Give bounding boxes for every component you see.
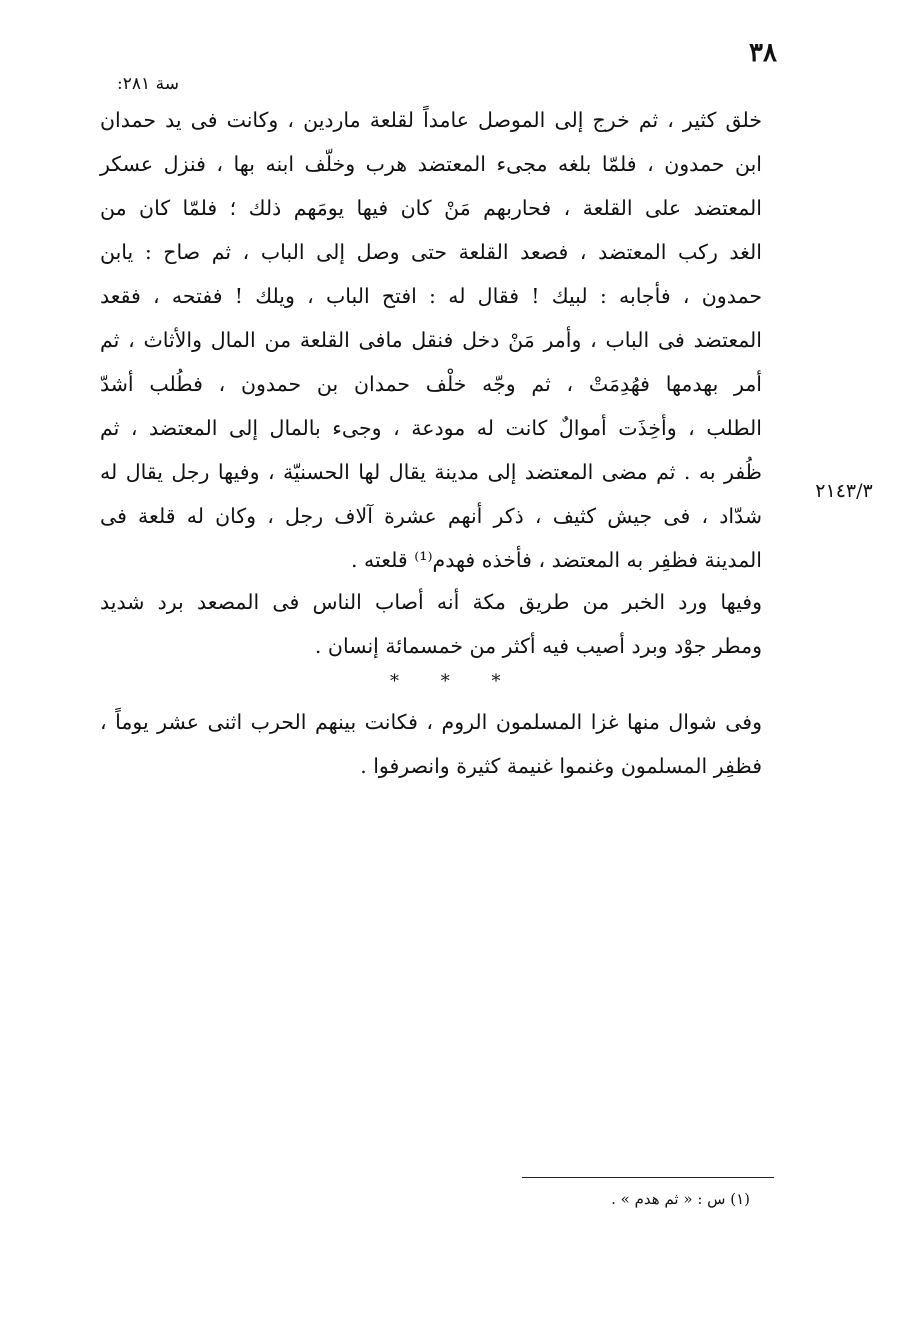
page-number: ٣٨: [749, 38, 777, 68]
text-line: الطلب ، وأخِذَت أموالٌ كانت له مودعة ، وجىء بالمال إلى المعتضد ، ثم: [100, 416, 762, 440]
text-line: فظفِر المسلمون وغنموا غنيمة كثيرة وانصرفوا .: [360, 754, 762, 778]
text-line: شدّاد ، فى جيش كثيف ، ذكر أنهم عشرة آلاف رجل ، وكان له قلعة فى: [100, 504, 762, 528]
footnote: (١) س : « ثم هدم » .: [611, 1190, 750, 1208]
paragraph-3: [100, 700, 762, 788]
text-line: وفى شوال منها غزا المسلمون الروم ، فكانت بينهم الحرب اثنى عشر يوماً ،: [100, 710, 762, 734]
text-line: وفيها ورد الخبر من طريق مكة أنه أصاب الناس فى المصعد برد شديد: [100, 590, 762, 614]
text-line: ابن حمدون ، فلمّا بلغه مجىء المعتضد هرب وخلّف ابنه بها ، فنزل عسكر: [100, 152, 762, 176]
text-line: أمر بهدمها فهُدِمَتْ ، ثم وجّه خلْف حمدان بن حمدون ، فطُلب أشدّ: [100, 372, 762, 396]
paragraph-2: [100, 580, 762, 668]
margin-reference: ٢١٤٣/٣: [815, 480, 873, 502]
paragraph-1: [100, 98, 762, 582]
section-separator: * * *: [390, 671, 519, 692]
text-line: المعتضد على القلعة ، فحاربهم مَنْ كان فيها يومَهم ذلك ؛ فلمّا كان من: [100, 196, 762, 220]
text-line: حمدون ، فأجابه : لبيك ! فقال له : افتح الباب ، ويلك ! ففتحه ، فقعد: [100, 284, 762, 308]
text-line: ظُفر به . ثم مضى المعتضد إلى مدينة يقال لها الحسنيّة ، وفيها رجل يقال له: [100, 460, 762, 484]
text-line: خلق كثير ، ثم خرج إلى الموصل عامداً لقلعة ماردين ، وكانت فى يد حمدان: [100, 108, 762, 132]
text-line: ومطر جوْد وبرد أصيب فيه أكثر من خمسمائة إنسان .: [314, 634, 762, 658]
text-line: الغد ركب المعتضد ، فصعد القلعة حتى وصل إلى الباب ، ثم صاح : يابن: [100, 240, 762, 264]
text-line: المدينة فظفِر به المعتضد ، فأخذه فهدم⁽¹⁾ قلعته .: [351, 548, 762, 572]
footnote-divider: [522, 1177, 774, 1178]
year-header: سة ٢٨١:: [117, 74, 179, 94]
text-line: المعتضد فى الباب ، وأمر مَنْ دخل فنقل مافى القلعة من المال والأثاث ، ثم: [100, 328, 762, 352]
